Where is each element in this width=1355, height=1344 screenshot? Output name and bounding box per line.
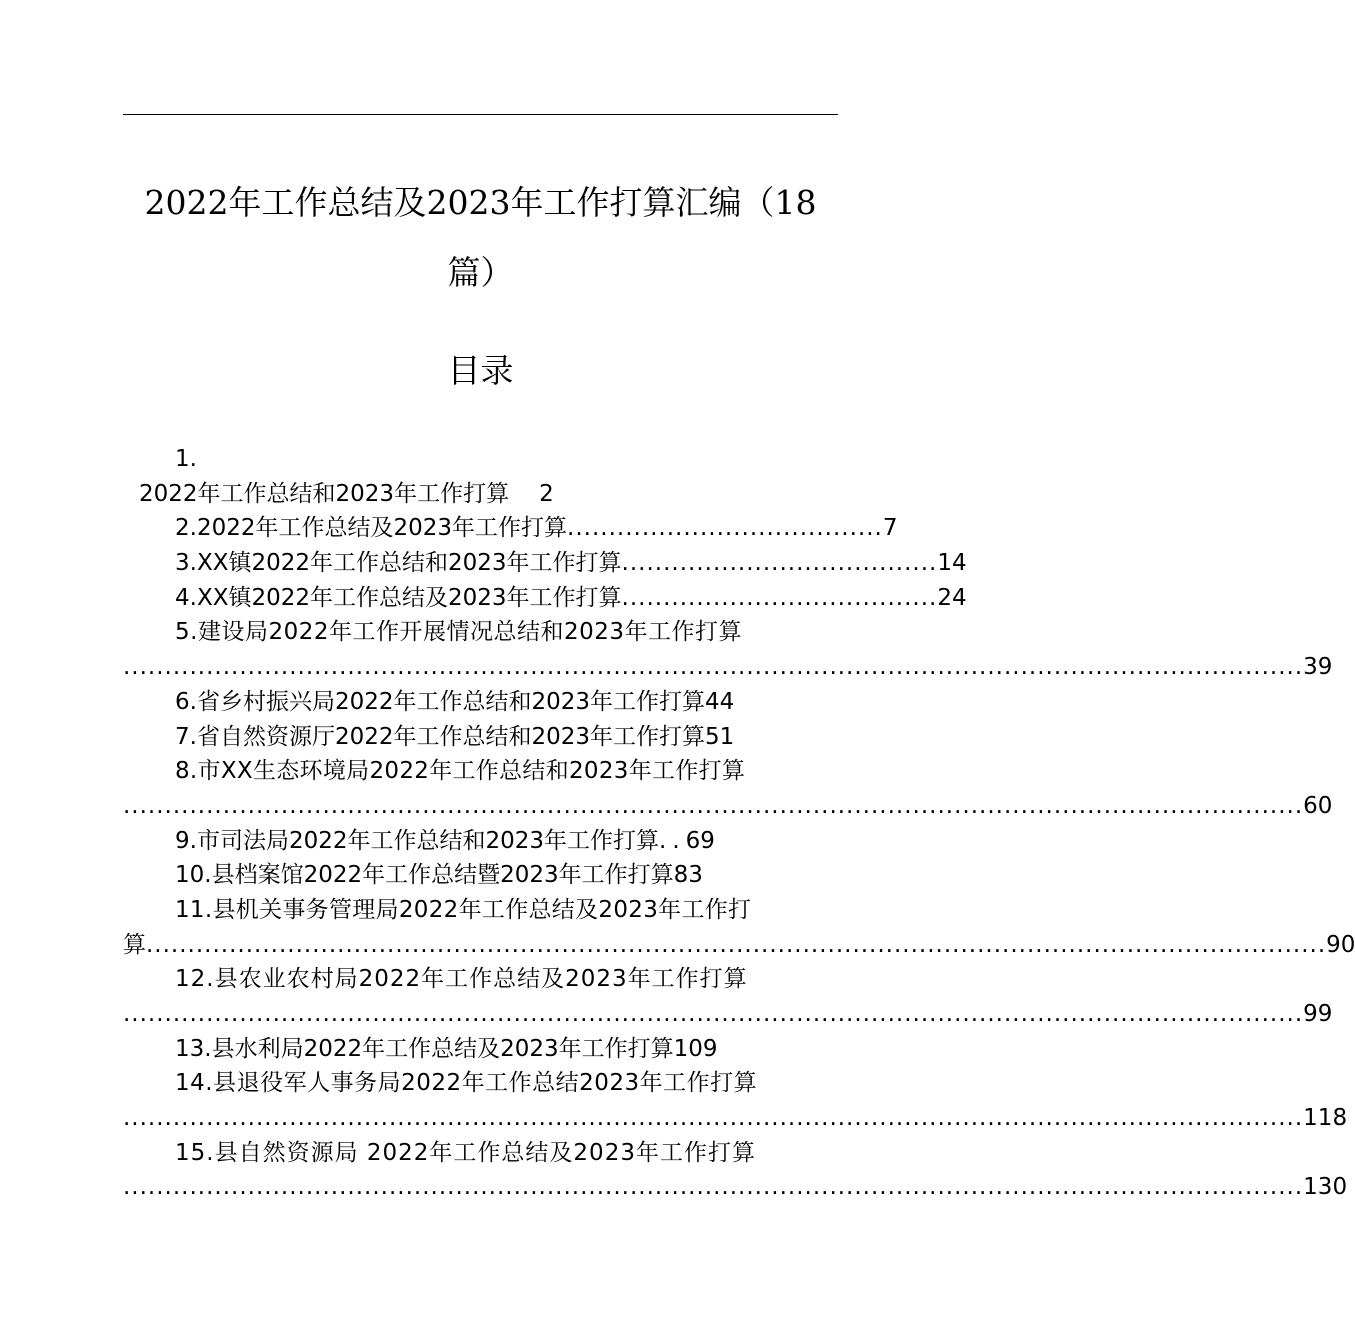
toc-entry-5-leader[interactable] xyxy=(123,650,1333,685)
toc-page-number: 14 xyxy=(937,550,967,577)
toc-entry-9[interactable] xyxy=(123,824,838,859)
toc-entry-2[interactable] xyxy=(123,511,898,546)
toc-leader-dots: .............................................................................................................................................. xyxy=(123,1001,1304,1027)
toc-entry-8-leader[interactable] xyxy=(123,789,1333,824)
toc-leader-dots: ...................................... xyxy=(567,515,883,542)
toc-heading: 目录 xyxy=(447,351,514,390)
document-title: 2022年工作总结及2023年工作打算汇编（18篇） xyxy=(144,183,817,292)
toc-entry-11[interactable]: 11.县机关事务管理局2022年工作总结及2023年工作打 xyxy=(175,896,752,923)
toc-entry-6[interactable] xyxy=(123,685,838,720)
toc-page-number: 130 xyxy=(1303,1174,1348,1201)
toc-page-number: 51 xyxy=(705,723,735,750)
toc-entry-10[interactable] xyxy=(123,858,838,893)
toc-entry-3[interactable] xyxy=(123,546,967,581)
toc-page-number: 60 xyxy=(1303,792,1333,819)
toc-page-number: 7 xyxy=(882,515,898,542)
toc-page-number: 118 xyxy=(1303,1105,1348,1132)
toc-entry-12[interactable]: 12.县农业农村局2022年工作总结及2023年工作打算 xyxy=(175,966,748,993)
toc-page-number: 69 xyxy=(685,827,715,854)
toc-entry-title: 2.2022年工作总结及2023年工作打算 xyxy=(175,515,568,542)
toc-leader-dots: .............................................................................................................................................. xyxy=(123,1174,1304,1201)
toc-leader-dots: .............................................................................................................................................. xyxy=(123,792,1304,819)
toc-page-number: 90 xyxy=(1326,931,1355,958)
toc-entry-1[interactable] xyxy=(123,477,838,512)
toc-entry-title-continued: 算 xyxy=(123,931,146,958)
toc-leader-dots: .............................................................................................................................................. xyxy=(146,931,1327,958)
toc-entry-14-leader[interactable] xyxy=(123,1101,1348,1136)
toc-entry-8[interactable]: 8.市XX生态环境局2022年工作总结和2023年工作打算 xyxy=(175,758,746,785)
toc-entry-1-number[interactable]: 1. xyxy=(175,446,197,472)
toc-entry-15[interactable]: 15.县自然资源局 2022年工作总结及2023年工作打算 xyxy=(175,1139,756,1166)
toc-page-number: 24 xyxy=(937,584,967,611)
toc-entry-title: 4.XX镇2022年工作总结及2023年工作打算 xyxy=(175,584,622,611)
toc-page-number: 109 xyxy=(673,1035,718,1062)
toc-leader-dots: ...................................... xyxy=(621,550,938,577)
toc-leader-dots: ...................................... xyxy=(621,584,938,611)
toc-entry-title: 7.省自然资源厅2022年工作总结和2023年工作打算 xyxy=(175,723,706,750)
toc-entry-12-leader[interactable] xyxy=(123,997,1333,1032)
toc-entry-4[interactable] xyxy=(123,581,967,616)
toc-entry-15-leader[interactable] xyxy=(123,1170,1348,1205)
toc-page-number: 44 xyxy=(705,688,735,715)
toc-page-number: 39 xyxy=(1303,654,1333,681)
toc-entry-14[interactable]: 14.县退役军人事务局2022年工作总结2023年工作打算 xyxy=(175,1070,758,1097)
toc-entry-11-leader[interactable] xyxy=(123,928,1355,963)
table-of-contents xyxy=(123,442,1355,1205)
toc-page-number: 2 xyxy=(539,480,554,507)
toc-leader-dots: .............................................................................................................................................. xyxy=(123,654,1304,681)
toc-entry-title: 2022年工作总结和2023年工作打算 xyxy=(139,480,510,507)
toc-entry-title: 3.XX镇2022年工作总结和2023年工作打算 xyxy=(175,550,622,577)
toc-entry-13[interactable] xyxy=(123,1032,838,1067)
toc-leader-dots: .............................................................................................................................................. xyxy=(123,1105,1304,1132)
toc-entry-title: 6.省乡村振兴局2022年工作总结和2023年工作打算 xyxy=(175,688,706,715)
toc-entry-5[interactable]: 5.建设局2022年工作开展情况总结和2023年工作打算 xyxy=(175,619,743,646)
toc-entry-title: 10.县档案馆2022年工作总结暨2023年工作打算 xyxy=(175,862,674,889)
toc-entry-title: 13.县水利局2022年工作总结及2023年工作打算 xyxy=(175,1035,674,1062)
toc-entry-7[interactable] xyxy=(123,720,838,755)
toc-page-number: 99 xyxy=(1303,1001,1333,1027)
toc-page-number: 83 xyxy=(673,862,703,889)
header-rule xyxy=(123,114,838,115)
toc-leader-dots: .. xyxy=(659,827,686,854)
toc-entry-title: 9.市司法局2022年工作总结和2023年工作打算 xyxy=(175,827,660,854)
